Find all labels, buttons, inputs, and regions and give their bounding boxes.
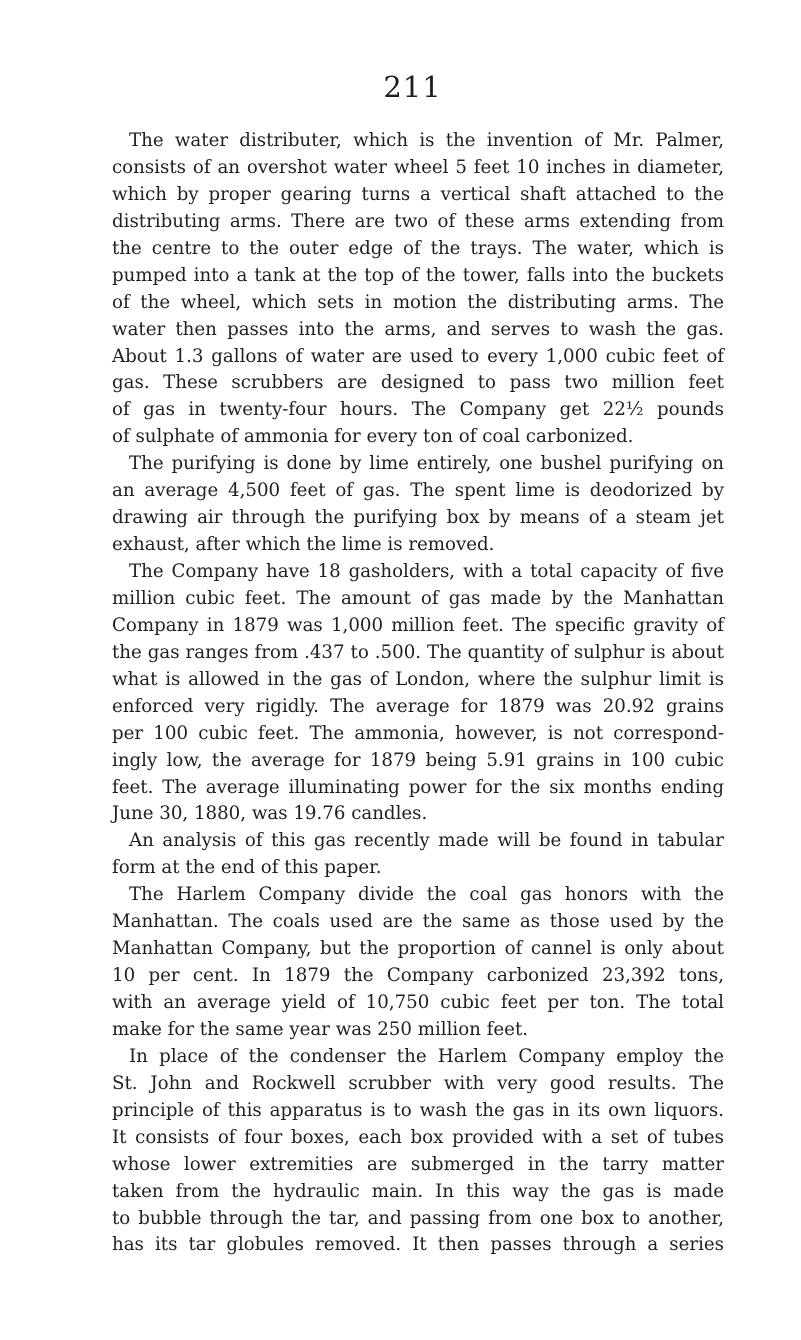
text-line: consists of an overshot water wheel 5 feet 10 inches in diameter,	[112, 156, 724, 178]
text-line: make for the same year was 250 million feet.	[112, 1018, 529, 1040]
text-line: with an average yield of 10,750 cubic feet per ton. The total	[112, 992, 724, 1013]
text-line: pumped into a tank at the top of the tower, falls into the buckets	[112, 264, 724, 286]
text-line: St. John and Rockwell scrubber with very good results. The	[112, 1072, 724, 1094]
text-line: An analysis of this gas recently made will be found in tabular	[129, 830, 724, 852]
text-line: form at the end of this paper.	[112, 857, 382, 879]
text-line: principle of this apparatus is to wash the gas in its own liquors.	[112, 1099, 724, 1121]
text-line: The water distributer, which is the invention of Mr. Palmer,	[129, 130, 724, 151]
text-line: what is allowed in the gas of London, where the sulphur limit is	[112, 668, 724, 690]
text-line: to bubble through the tar, and passing from one box to another,	[112, 1207, 724, 1229]
text-line: The Company have 18 gasholders, with a total capacity of five	[129, 561, 724, 582]
text-line: has its tar globules removed. It then passes through a series	[112, 1234, 724, 1256]
text-line: taken from the hydraulic main. In this way the gas is made	[112, 1180, 724, 1202]
text-line: The Harlem Company divide the coal gas honors with the	[129, 884, 724, 906]
text-line: water then passes into the arms, and serves to wash the gas.	[112, 318, 724, 340]
text-line: distributing arms. There are two of these arms extending from	[112, 210, 724, 232]
text-line: the gas ranges from .437 to .500. The quantity of sulphur is about	[112, 641, 724, 663]
text-line: feet. The average illuminating power for the six months ending	[112, 776, 724, 798]
text-line: whose lower extremities are submerged in the tarry matter	[112, 1153, 724, 1175]
text-line: which by proper gearing turns a vertical shaft attached to the	[112, 183, 724, 205]
text-line: 10 per cent. In 1879 the Company carbonized 23,392 tons,	[112, 965, 724, 987]
text-line: Manhattan. The coals used are the same as those used by the	[112, 911, 724, 933]
text-line: It consists of four boxes, each box provided with a set of tubes	[112, 1126, 724, 1148]
text-line: the centre to the outer edge of the trays. The water, which is	[112, 237, 724, 259]
page-number: 211	[383, 70, 442, 104]
text-line: of gas in twenty-four hours. The Company get 22½ pounds	[112, 399, 724, 421]
text-line: of the wheel, which sets in motion the distributing arms. The	[112, 291, 724, 313]
text-line: per 100 cubic feet. The ammonia, however, is not correspond-	[112, 722, 724, 744]
text-line: June 30, 1880, was 19.76 candles.	[112, 803, 428, 825]
text-line: ingly low, the average for 1879 being 5.91 grains in 100 cubic	[112, 749, 724, 771]
text-line: drawing air through the purifying box by means of a steam jet	[112, 507, 724, 529]
text-line: The purifying is done by lime entirely, one bushel purifying on	[129, 453, 724, 475]
text-line: exhaust, after which the lime is removed.	[112, 534, 495, 556]
text-line: enforced very rigidly. The average for 1879 was 20.92 grains	[112, 695, 724, 717]
text-line: Company in 1879 was 1,000 million feet. The specific gravity of	[112, 614, 724, 636]
text-line: million cubic feet. The amount of gas made by the Manhattan	[112, 587, 724, 609]
text-line: In place of the condenser the Harlem Company employ the	[129, 1045, 724, 1067]
text-line: Manhattan Company, but the proportion of cannel is only about	[112, 938, 724, 960]
text-line: gas. These scrubbers are designed to pass two million feet	[112, 372, 724, 394]
page-text	[112, 128, 724, 1259]
text-line: an average 4,500 feet of gas. The spent lime is deodorized by	[112, 480, 724, 502]
text-line: of sulphate of ammonia for every ton of coal carbonized.	[112, 426, 634, 448]
text-line: About 1.3 gallons of water are used to every 1,000 cubic feet of	[112, 345, 724, 367]
